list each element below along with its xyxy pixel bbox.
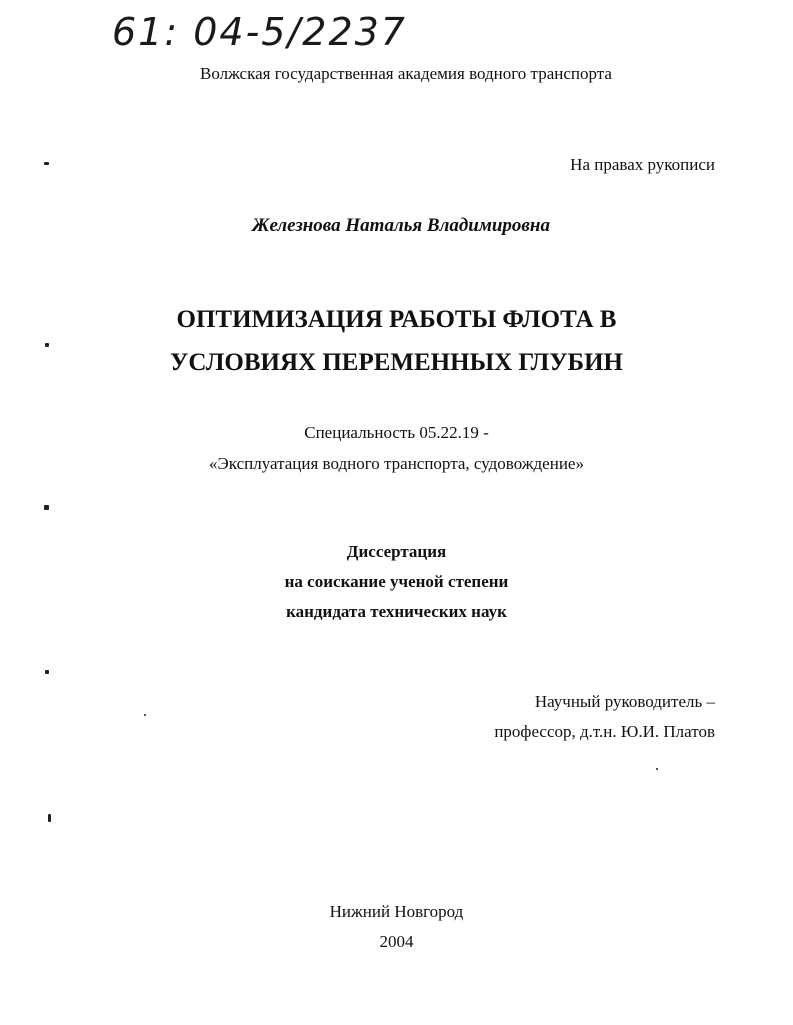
city: Нижний Новгород xyxy=(329,902,464,921)
scan-speck xyxy=(656,768,658,770)
title-line-2: УСЛОВИЯХ ПЕРЕМЕННЫХ ГЛУБИН xyxy=(170,349,623,376)
institution-name: Волжская государственная академия водного транспорта xyxy=(200,64,612,83)
degree-name: кандидата технических наук xyxy=(286,602,507,621)
rights-notice: На правах рукописи xyxy=(570,155,715,174)
scan-speck xyxy=(144,714,146,716)
scan-speck xyxy=(44,505,49,510)
specialty-code: Специальность 05.22.19 - xyxy=(304,423,489,442)
handwritten-catalog-code: 61: 04-5/2237 xyxy=(112,10,407,54)
scan-speck xyxy=(44,162,49,165)
scan-speck xyxy=(45,670,49,674)
scan-speck xyxy=(48,814,51,822)
title-line-1: ОПТИМИЗАЦИЯ РАБОТЫ ФЛОТА В xyxy=(176,306,617,333)
specialty-name: «Эксплуатация водного транспорта, судовождение» xyxy=(209,454,584,473)
supervisor-name: профессор, д.т.н. Ю.И. Платов xyxy=(494,722,715,741)
dissertation-label: Диссертация xyxy=(346,542,447,561)
author-name: Железнова Наталья Владимировна xyxy=(252,215,550,236)
degree-purpose: на соискание ученой степени xyxy=(284,572,509,591)
year: 2004 xyxy=(379,932,414,951)
supervisor-label: Научный руководитель – xyxy=(534,692,715,711)
scan-speck xyxy=(45,343,49,347)
